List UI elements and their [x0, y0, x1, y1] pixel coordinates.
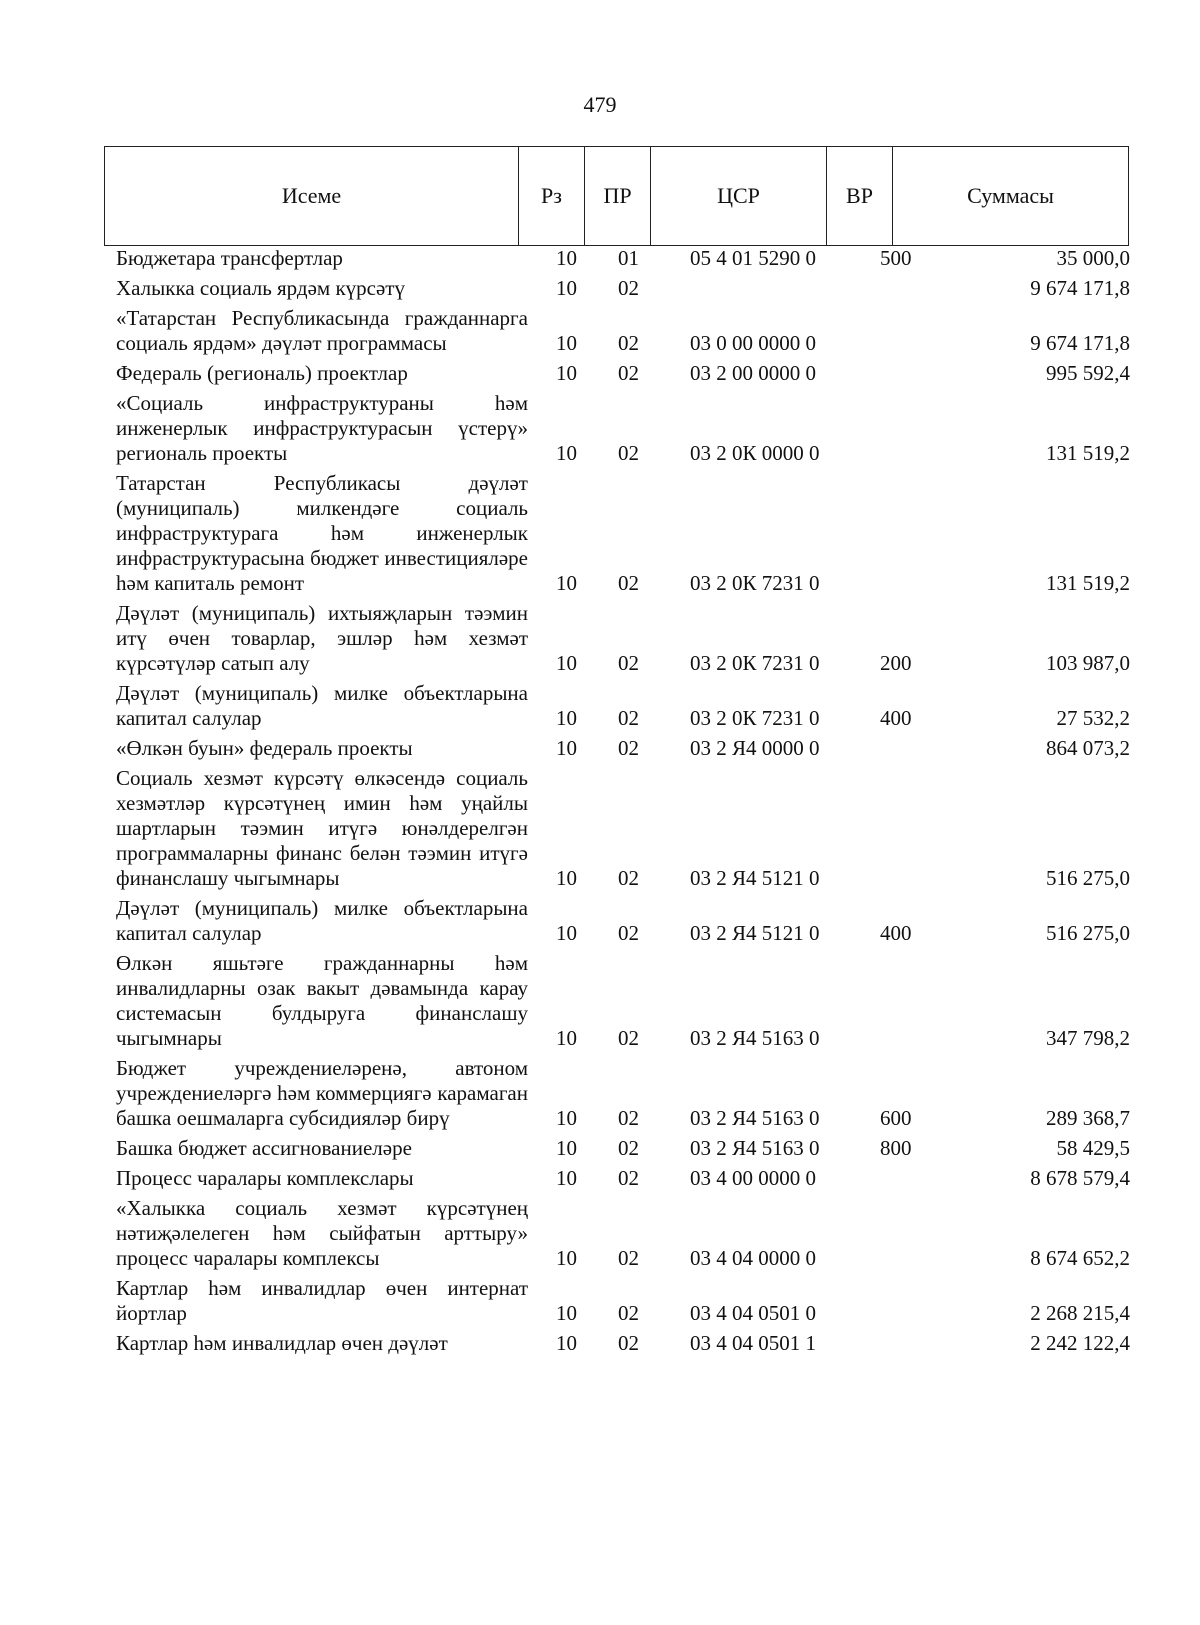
header-csr: ЦСР — [651, 147, 827, 246]
row-pr: 02 — [618, 651, 639, 675]
header-name: Исеме — [105, 147, 519, 246]
row-name: «Өлкән буын» федераль проекты — [116, 736, 413, 760]
header-vr: ВР — [827, 147, 893, 246]
row-pr: 02 — [618, 1301, 639, 1325]
row-sum: 9 674 171,8 — [1030, 276, 1130, 300]
row-name: Дәүләт (муниципаль) милке объектларына капитал салулар — [116, 896, 528, 945]
row-sum: 27 532,2 — [1056, 706, 1130, 730]
row-csr: 03 4 00 0000 0 — [690, 1166, 816, 1190]
table-row — [0, 896, 1200, 946]
row-vr: 500 — [880, 246, 912, 270]
table-row — [0, 1166, 1200, 1191]
row-sum: 864 073,2 — [1046, 736, 1130, 760]
row-sum: 103 987,0 — [1046, 651, 1130, 675]
row-pr: 02 — [618, 866, 639, 890]
row-pr: 02 — [618, 921, 639, 945]
row-csr: 03 2 Я4 0000 0 — [690, 736, 820, 760]
row-csr: 03 2 0К 7231 0 — [690, 706, 820, 730]
row-sum: 131 519,2 — [1046, 571, 1130, 595]
row-csr: 03 2 0К 0000 0 — [690, 441, 820, 465]
row-csr: 03 4 04 0000 0 — [690, 1246, 816, 1270]
row-sum: 35 000,0 — [1056, 246, 1130, 270]
row-csr: 03 2 0К 7231 0 — [690, 571, 820, 595]
row-name: Татарстан Республикасы дәүләт (муниципаль) милкендәге социаль инфраструктурага һәм инженерлык инфраструктурасына бюджет инвестицияләре һәм капиталь ремонт — [116, 471, 528, 595]
row-rz: 10 — [556, 1246, 577, 1270]
row-name: Дәүләт (муниципаль) ихтыяҗларын тәэмин итү өчен товарлар, эшләр һәм хезмәт күрсәтүләр сатып алу — [116, 601, 528, 675]
row-csr: 03 4 04 0501 1 — [690, 1331, 816, 1355]
row-csr: 03 2 Я4 5163 0 — [690, 1136, 820, 1160]
row-sum: 347 798,2 — [1046, 1026, 1130, 1050]
table-row — [0, 1196, 1200, 1271]
table-row — [0, 276, 1200, 301]
row-rz: 10 — [556, 571, 577, 595]
row-vr: 400 — [880, 706, 912, 730]
header-pr: ПР — [585, 147, 651, 246]
row-csr: 03 4 04 0501 0 — [690, 1301, 816, 1325]
table-row — [0, 361, 1200, 386]
row-pr: 02 — [618, 571, 639, 595]
row-name: Социаль хезмәт күрсәтү өлкәсендә социаль хезмәтләр күрсәтүнең имин һәм уңайлы шартларын тәэмин итүгә юнәлдерелгән программаларны финанс белән тәэмин итүгә финанслашу чыгымнары — [116, 766, 528, 890]
row-sum: 2 268 215,4 — [1030, 1301, 1130, 1325]
row-rz: 10 — [556, 736, 577, 760]
row-name: «Социаль инфраструктураны һәм инженерлык инфраструктурасын үстерү» региональ проекты — [116, 391, 528, 465]
table-row — [0, 766, 1200, 891]
row-pr: 02 — [618, 1136, 639, 1160]
page-number: 479 — [583, 92, 617, 117]
table-row — [0, 681, 1200, 731]
row-sum: 516 275,0 — [1046, 921, 1130, 945]
table-row — [0, 601, 1200, 676]
header-rz: Рз — [519, 147, 585, 246]
row-name: Өлкән яшьтәге гражданнарны һәм инвалидларны озак вакыт дәвамында карау системасын булдыруга финанслашу чыгымнары — [116, 951, 528, 1050]
row-pr: 02 — [618, 1026, 639, 1050]
row-pr: 02 — [618, 361, 639, 385]
row-pr: 02 — [618, 1331, 639, 1355]
row-csr: 03 2 Я4 5163 0 — [690, 1106, 820, 1130]
row-vr: 200 — [880, 651, 912, 675]
row-pr: 02 — [618, 1166, 639, 1190]
row-csr: 03 2 Я4 5121 0 — [690, 921, 820, 945]
row-rz: 10 — [556, 276, 577, 300]
row-name: «Халыкка социаль хезмәт күрсәтүнең нәтиҗәлелеген һәм сыйфатын арттыру» процесс чаралары комплексы — [116, 1196, 528, 1270]
row-sum: 516 275,0 — [1046, 866, 1130, 890]
row-name: Картлар һәм инвалидлар өчен дәүләт — [116, 1331, 448, 1355]
row-sum: 9 674 171,8 — [1030, 331, 1130, 355]
row-rz: 10 — [556, 1106, 577, 1130]
row-pr: 02 — [618, 1246, 639, 1270]
row-csr: 05 4 01 5290 0 — [690, 246, 816, 270]
row-sum: 8 678 579,4 — [1030, 1166, 1130, 1190]
row-pr: 02 — [618, 736, 639, 760]
row-pr: 02 — [618, 1106, 639, 1130]
row-vr: 400 — [880, 921, 912, 945]
table-row — [0, 246, 1200, 271]
row-csr: 03 0 00 0000 0 — [690, 331, 816, 355]
row-name: Дәүләт (муниципаль) милке объектларына капитал салулар — [116, 681, 528, 730]
row-csr: 03 2 00 0000 0 — [690, 361, 816, 385]
row-rz: 10 — [556, 1166, 577, 1190]
row-vr: 600 — [880, 1106, 912, 1130]
row-vr: 800 — [880, 1136, 912, 1160]
row-name: Бюджетара трансфертлар — [116, 246, 343, 270]
row-name: Процесс чаралары комплекслары — [116, 1166, 414, 1190]
table-row — [0, 1056, 1200, 1131]
row-rz: 10 — [556, 331, 577, 355]
table-row — [0, 391, 1200, 466]
row-rz: 10 — [556, 706, 577, 730]
row-sum: 131 519,2 — [1046, 441, 1130, 465]
row-rz: 10 — [556, 1026, 577, 1050]
row-name: Башка бюджет ассигнованиеләре — [116, 1136, 412, 1160]
header-sum: Суммасы — [893, 147, 1129, 246]
row-name: Федераль (региональ) проектлар — [116, 361, 408, 385]
row-csr: 03 2 Я4 5121 0 — [690, 866, 820, 890]
row-name: Картлар һәм инвалидлар өчен интернат йортлар — [116, 1276, 528, 1325]
row-sum: 8 674 652,2 — [1030, 1246, 1130, 1270]
table-row — [0, 736, 1200, 761]
row-sum: 2 242 122,4 — [1030, 1331, 1130, 1355]
row-rz: 10 — [556, 361, 577, 385]
table-body — [0, 246, 1200, 1361]
row-csr: 03 2 Я4 5163 0 — [690, 1026, 820, 1050]
row-pr: 02 — [618, 441, 639, 465]
row-rz: 10 — [556, 441, 577, 465]
row-rz: 10 — [556, 921, 577, 945]
table-row — [0, 1331, 1200, 1356]
row-rz: 10 — [556, 246, 577, 270]
table-header — [104, 146, 1129, 246]
row-rz: 10 — [556, 651, 577, 675]
row-rz: 10 — [556, 1331, 577, 1355]
row-sum: 995 592,4 — [1046, 361, 1130, 385]
row-pr: 02 — [618, 276, 639, 300]
table-row — [0, 1276, 1200, 1326]
row-sum: 58 429,5 — [1056, 1136, 1130, 1160]
row-rz: 10 — [556, 866, 577, 890]
row-csr: 03 2 0К 7231 0 — [690, 651, 820, 675]
row-name: Халыкка социаль ярдәм күрсәтү — [116, 276, 405, 300]
row-name: Бюджет учреждениеләренә, автоном учреждениеләргә һәм коммерциягә карамаган башка оешмаларга субсидияләр бирү — [116, 1056, 528, 1130]
table-row — [0, 951, 1200, 1051]
table-row — [0, 471, 1200, 596]
row-pr: 02 — [618, 706, 639, 730]
row-sum: 289 368,7 — [1046, 1106, 1130, 1130]
row-name: «Татарстан Республикасында гражданнарга социаль ярдәм» дәүләт программасы — [116, 306, 528, 355]
row-pr: 02 — [618, 331, 639, 355]
row-rz: 10 — [556, 1301, 577, 1325]
table-row — [0, 1136, 1200, 1161]
row-pr: 01 — [618, 246, 639, 270]
table-row — [0, 306, 1200, 356]
row-rz: 10 — [556, 1136, 577, 1160]
